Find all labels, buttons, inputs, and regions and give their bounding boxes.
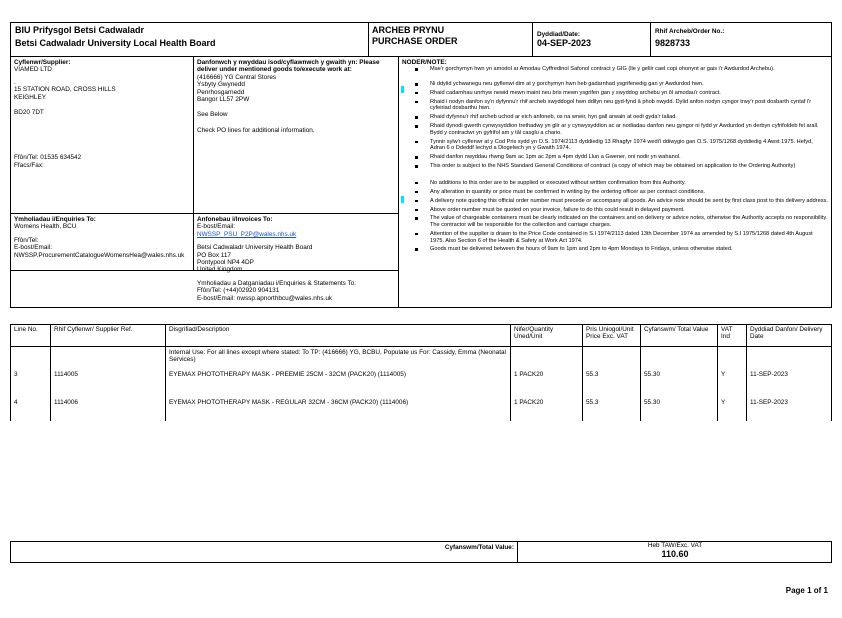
note-item: Attention of the supplier is drawn to the Price Code contained in S.I 1974/2113 dated 13th December 1974 as amended by S.I 1975/1268 dated 4th August 1975. Also Section 6 of the Health & Safety at Work Act 1974. xyxy=(402,231,828,244)
description: EYEMAX PHOTOTHERAPY MASK - REGULAR 32CM - 36CM (PACK20) (1114006) xyxy=(166,393,511,421)
delivery-line: Ysbyty Gwynedd xyxy=(197,81,245,89)
enquiries-label: Ymholiadau i/Enquiries To: xyxy=(14,216,96,223)
note-item: Rhaid dyfynnu'r rhif archeb uchod ar eich anfoneb, os na wneir, hyn gall arwain at oedi gyda'r taliad. xyxy=(402,114,828,121)
invoice-address-line: Betsi Cadwaladr University Health Board xyxy=(197,244,313,252)
unit-price: 55.3 xyxy=(583,393,641,421)
note-item: Any alteration in quantity or price must be confirmed in writing by the ordering officer as per contract conditions. xyxy=(402,189,828,196)
notes-label: NODER/NOTE: xyxy=(402,59,447,66)
note-item: This order is subject to the NHS Standard General Conditions of contract (a copy of which may be obtained on application to the Ordering Authority) xyxy=(402,163,828,170)
enquiries-name: Womens Health, BCU xyxy=(14,223,77,231)
doc-title-cell xyxy=(368,22,533,57)
note-item: No additions to this order are to be supplied or executed without written confirmation from this Authority. xyxy=(402,180,828,187)
fax-label: Ffacs/Fax: xyxy=(14,161,44,169)
note-item: Rhaid dynodi gwerth cynwysyddion trethadwy yn glir ar y cynwysyddion ac ar nodiadau danfon neu gyngor ni fydd yr Awdurdod yn derbyn cyfrifoldeb fel arall. Bydd y contractwr yn gyfrifol am y tâl casglu a chario. xyxy=(402,123,828,136)
doc-title-welsh: ARCHEB PRYNU xyxy=(372,25,445,35)
invoices-email-link[interactable]: NWSSP_PSU_P2P@wales.nhs.uk xyxy=(197,230,297,238)
note-item: Above order number must be quoted on your invoice, failure to do this could result in delayed payment. xyxy=(402,207,828,214)
tel-label: Ffôn/Tel: xyxy=(14,154,39,162)
order-no-label: Rhif Archeb/Order No.: xyxy=(655,28,725,35)
delivery-date: 11-SEP-2023 xyxy=(747,393,832,421)
delivery-box xyxy=(193,56,399,214)
enquiries-box xyxy=(10,213,194,271)
notes-box xyxy=(398,56,832,308)
col-supplier-ref: Rhif Cyflenwr/ Supplier Ref. xyxy=(51,325,166,347)
org-cell xyxy=(10,22,369,57)
enquiries-email: NWSSP.ProcurementCatalogueWomensHea@wales.nhs.uk xyxy=(14,251,185,259)
line-no: 3 xyxy=(11,365,51,393)
page-number: Page 1 of 1 xyxy=(785,586,828,595)
doc-title-english: PURCHASE ORDER xyxy=(372,36,458,46)
note-item: Ni ddylid ychwanegu neu gyflenwi dim at y gorchymyn hwn heb gadarnhad ysgrifenedig gan yr Awdurdod hwn. xyxy=(402,81,828,88)
invoice-address-line: PO Box 117 xyxy=(197,251,231,259)
note-item: Mae'r gorchymyn hwn yn amodol ar Amodau Cyffredinol Safonol contract y GIG (lle y gellir cael copi ohonynt ar gais i'r Awdurdod Archebu). xyxy=(402,66,828,73)
supplier-town: KEIGHLEY xyxy=(14,93,46,101)
marker-icon xyxy=(401,86,404,93)
supplier-postcode: BD20 7DT xyxy=(14,109,44,117)
statements-email: E-bost/Email: nwssp.apnorthbcu@wales.nhs.uk xyxy=(197,294,333,302)
col-line: Line No. xyxy=(11,325,51,347)
invoices-box xyxy=(193,213,399,302)
order-lines-table xyxy=(10,324,832,421)
col-description: Disgrifiad/Description xyxy=(166,325,511,347)
col-vat: VAT Ind xyxy=(718,325,747,347)
invoice-address-line: Pontypool NP4 4DP xyxy=(197,259,254,267)
internal-note: Internal Use: For all lines except where stated: To TP: (416666) YG, BCBU, Populate us For: Cassidy, Emma (Neonatal Services) xyxy=(166,347,511,365)
total-value-amount: 110.60 xyxy=(661,549,689,560)
check-po-lines: Check PO lines for additional information. xyxy=(197,126,315,134)
note-item: Rhaid cadarnhau unrhyw newid mewn maint neu bris mewn ysgrifen gan y swyddog archebu yn ôl amodau'r contract. xyxy=(402,90,828,97)
date-label: Dyddiad/Date: xyxy=(537,31,580,38)
total-cell xyxy=(518,542,832,560)
notes-welsh-list xyxy=(402,66,828,169)
notes-english-list xyxy=(402,180,828,253)
supplier-address: 15 STATION ROAD, CROSS HILLS xyxy=(14,86,116,94)
date-cell xyxy=(532,22,651,57)
delivery-line: Bangor LL57 2PW xyxy=(197,96,250,104)
line-no: 4 xyxy=(11,393,51,421)
vat-ind: Y xyxy=(718,365,747,393)
order-number: 9828733 xyxy=(655,38,691,49)
col-quantity: Nifer/Quantity Uned/Unit xyxy=(511,325,583,347)
total-label: Cyfanswm/Total Value: xyxy=(444,544,514,551)
col-delivery-date: Dyddiad Danfon/ Delivery Date xyxy=(747,325,832,347)
statements-tel: Ffôn/Tel: (+44)02920 904131 xyxy=(197,287,280,295)
note-item: The value of chargeable containers must be clearly indicated on the containers and on delivery or advice notes, otherwise the Authority accepts no responsibility. The contractor will be responsible for the collection and carriage charges. xyxy=(402,215,828,228)
description: EYEMAX PHOTOTHERAPY MASK - PREEMIE 25CM - 32CM (PACK20) (1114005) xyxy=(166,365,511,393)
vat-ind: Y xyxy=(718,393,747,421)
supplier-ref: 1114005 xyxy=(51,365,166,393)
table-row xyxy=(11,365,832,393)
total-value: 55.30 xyxy=(641,365,718,393)
supplier-label: Cyflenwr/Supplier: xyxy=(14,59,71,66)
marker-icon xyxy=(401,196,404,203)
col-unit-price: Pris Uniogol/Unit Price Exc. VAT xyxy=(583,325,641,347)
statements-label: Ymholiadau a Datganiadau i/Enquiries & Statements To: xyxy=(197,279,357,287)
delivery-line: (416666) YG Central Stores xyxy=(197,73,277,81)
org-welsh: BIU Prifysgol Betsi Cadwaladr xyxy=(15,25,145,35)
delivery-label: Danfonwch y nwyddau isod/cyflawnwch y gwaith yn: Please deliver under mentioned goods to/execute work at: xyxy=(197,59,380,74)
col-total: Cyfanswm/ Total Value xyxy=(641,325,718,347)
order-no-cell xyxy=(650,22,832,57)
unit-price: 55.3 xyxy=(583,365,641,393)
supplier-name: VIAMED LTD xyxy=(14,66,52,74)
quantity: 1 PACK20 xyxy=(511,393,583,421)
order-date: 04-SEP-2023 xyxy=(537,38,592,49)
see-below: See Below xyxy=(197,111,228,119)
supplier-line2: . xyxy=(14,78,16,86)
enquiries-tel-label: Ffôn/Tel: xyxy=(14,236,39,244)
delivery-line: Penrhosgarnedd xyxy=(197,88,245,96)
exc-vat-label: Heb TAW/Exc. VAT xyxy=(647,542,703,549)
note-item: Tynnir sylw'r cyflenwr at y Cod Pris sydd yn O.S. 1974/2113 dyddiedig 13 Rhagfyr 1974 wedi'i ddiwygio gan O.S. 1975/1268 dyddiedig 4 Awst 1975. Hefyd, Adran 6 o Ddeddf Iechyd a Diogelwch yn y Gwaith 1974. xyxy=(402,139,828,152)
quantity: 1 PACK20 xyxy=(511,365,583,393)
note-item: Goods must be delivered between the hours of 9am to 1pm and 2pm to 4pm Mondays to Fridays, unless otherwise stated. xyxy=(402,246,828,253)
org-english: Betsi Cadwaladr University Local Health Board xyxy=(15,38,216,48)
total-value: 55.30 xyxy=(641,393,718,421)
supplier-box xyxy=(10,56,194,214)
supplier-tel: 01535 634542 xyxy=(40,154,82,162)
table-row xyxy=(11,393,832,421)
invoice-address-line: United Kingdom xyxy=(197,266,243,274)
enquiries-email-label: E-bost/Email: xyxy=(14,244,53,252)
note-item: Rhaid danfon nwyddau rhwng 9am ac 1pm ac 2pm a 4pm dydd Llun a Gwener, oni nodir yn wahanol. xyxy=(402,154,828,161)
note-item: Rhaid i nodyn danfon sy'n dyfynnu'r rhif archeb swyddogol hwn ddilyn neu gyd-fynd â phob nwydd. Dylid anfon nodyn cyngor trwy'r post dosbarth cyntaf i'r cyfeiriad dosbarthu hwn. xyxy=(402,99,828,112)
invoices-label: Anfonebau i/Invoices To: xyxy=(197,216,273,223)
invoices-email-label: E-bost/Email: xyxy=(197,223,236,231)
supplier-ref: 1114006 xyxy=(51,393,166,421)
delivery-date: 11-SEP-2023 xyxy=(747,365,832,393)
note-item: A delivery note quoting this official order number must precede or accompany all goods. An advice note should be sent by first class post to this delivery address. xyxy=(402,198,828,205)
